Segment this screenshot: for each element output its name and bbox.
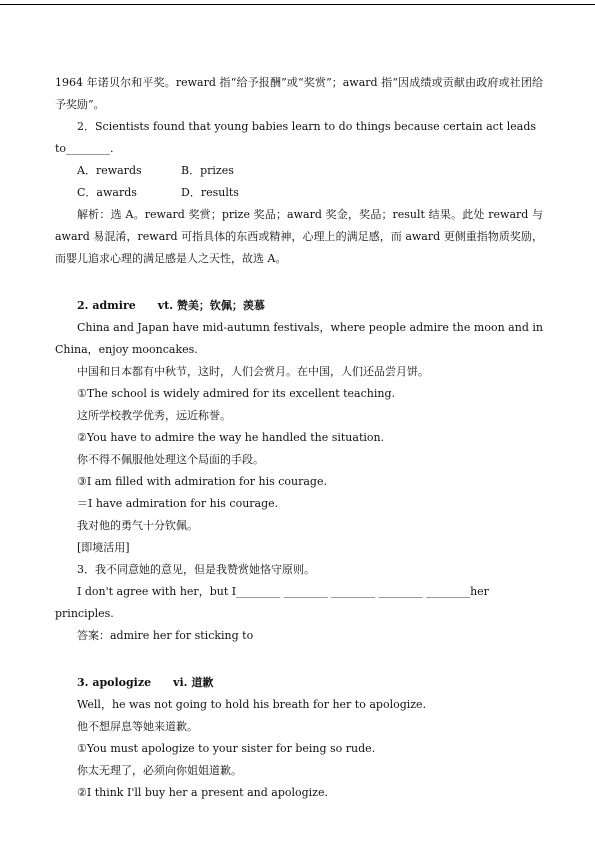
example-sentence: ①You must apologize to your sister for being so rude.	[77, 742, 376, 755]
example-sentence: ②I think I'll buy her a present and apologize.	[77, 786, 328, 799]
translation: 我对他的勇气十分钦佩。	[77, 519, 198, 532]
explanation: 解析：选 A。reward 奖赏；prize 奖品；award 奖金，奖品；result 结果。此处 reward 与 award 易混淆，reward 可指具体的东西或精神，心理上的满足感，而 award 更侧重指物质奖励，而婴儿追求心理的满足感是人之天性，故选 A。	[55, 208, 543, 265]
example-sentence: ②You have to admire the way he handled the situation.	[77, 431, 385, 444]
option-d: D．results	[181, 186, 239, 199]
heading-pos: vi. 道歉	[173, 676, 214, 689]
example-sentence: Well，he was not going to hold his breath for her to apologize.	[77, 698, 427, 711]
option-c: C．awards	[77, 186, 137, 199]
header-rule	[0, 4, 595, 5]
translation: 你不得不佩服他处理这个局面的手段。	[77, 453, 264, 466]
translation: 这所学校教学优秀，远近称誉。	[77, 409, 231, 422]
heading-word: 2. admire	[77, 299, 136, 312]
options-row-2	[77, 182, 543, 204]
options-row-1	[77, 160, 543, 182]
document-body	[55, 72, 543, 804]
example-sentence: China and Japan have mid-autumn festivals，where people admire the moon and in China，enjoy mooncakes.	[55, 321, 543, 356]
fill-in-blank: I don't agree with her，but I________ ________ ________ ________ ________her principles.	[55, 585, 489, 620]
option-a: A．rewards	[77, 164, 142, 177]
exercise-label: [即境活用]	[77, 541, 130, 554]
answer: 答案：admire her for sticking to	[77, 629, 254, 642]
question-2: 2．Scientists found that young babies learn to do things because certain act leads to________.	[55, 120, 537, 155]
heading-word: 3. apologize	[77, 676, 152, 689]
example-sentence: ＝I have admiration for his courage.	[77, 497, 279, 510]
translation: 他不想屏息等她来道歉。	[77, 720, 198, 733]
heading-pos: vt. 赞美；钦佩；羡慕	[157, 299, 265, 312]
translation: 中国和日本都有中秋节，这时，人们会赏月。在中国，人们还品尝月饼。	[77, 365, 429, 378]
vocab-heading-apologize	[77, 672, 543, 694]
option-b: B．prizes	[181, 164, 234, 177]
translation: 你太无理了，必须向你姐姐道歉。	[77, 764, 242, 777]
paragraph: 1964 年诺贝尔和平奖。reward 指“给予报酬”或“奖赏”；award 指“因成绩或贡献由政府或社团给予奖励”。	[55, 76, 543, 111]
example-sentence: ③I am filled with admiration for his courage.	[77, 475, 327, 488]
example-sentence: ①The school is widely admired for its excellent teaching.	[77, 387, 396, 400]
vocab-heading-admire	[77, 295, 543, 317]
question-3: 3．我不同意她的意见，但是我赞赏她恪守原则。	[77, 563, 315, 576]
